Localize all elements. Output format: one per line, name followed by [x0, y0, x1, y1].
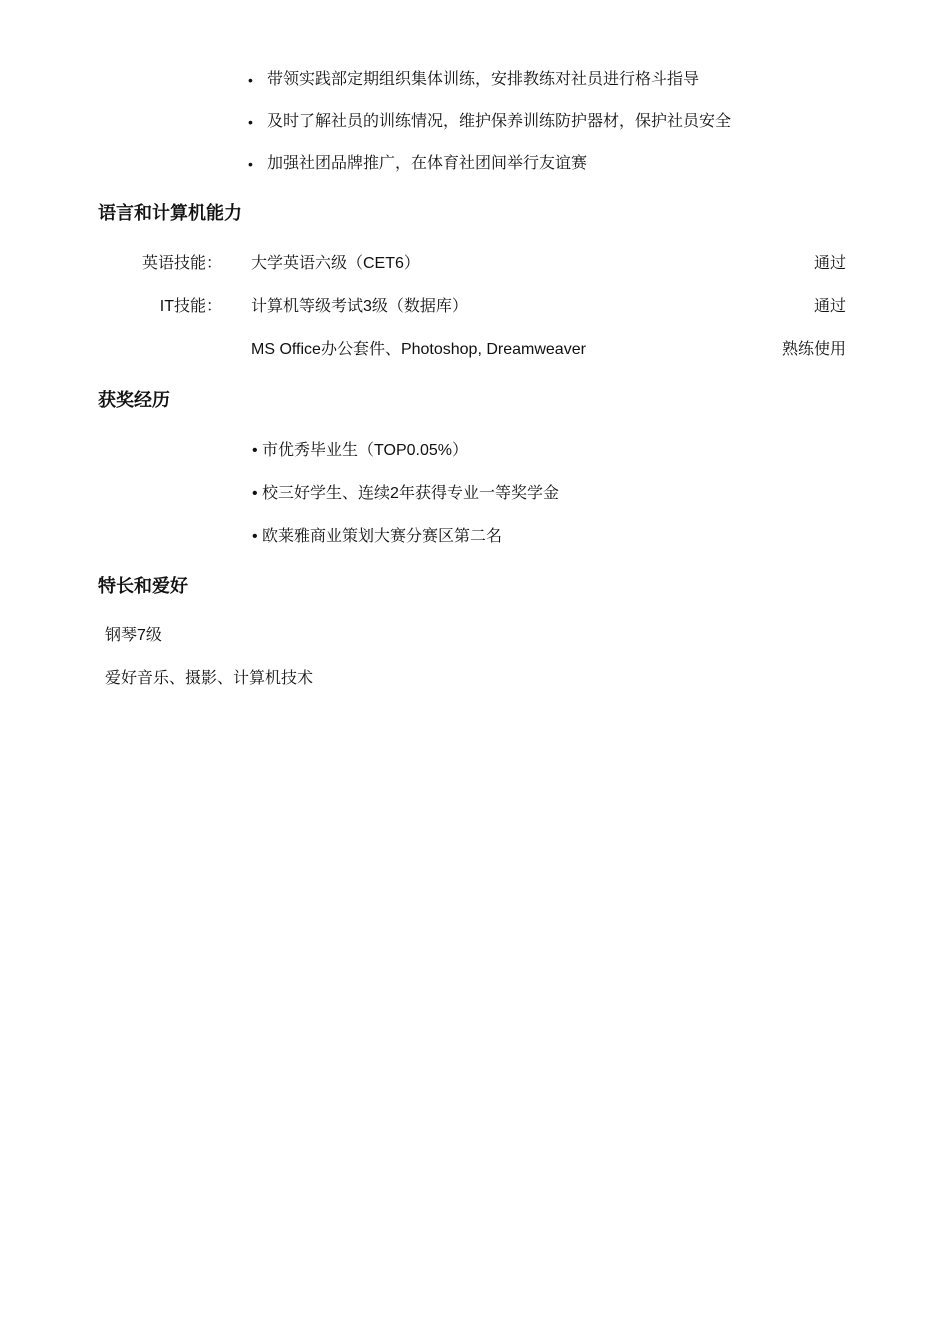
section-title-awards: 获奖经历 — [98, 390, 170, 410]
list-item — [248, 68, 868, 110]
awards-list — [252, 437, 852, 566]
skill-level: 通过 — [813, 255, 846, 272]
list-item — [248, 110, 868, 152]
hobbies-list — [105, 622, 705, 708]
bullet-marker: • — [248, 72, 253, 88]
skills-table — [98, 250, 858, 379]
skill-description: 计算机等级考试3级（数据库） — [251, 298, 468, 315]
list-item: • 市优秀毕业生（TOP0.05%） — [252, 442, 469, 459]
list-item: • 校三好学生、连续2年获得专业一等奖学金 — [252, 485, 559, 502]
skill-label: IT技能： — [159, 298, 222, 315]
skill-description: 大学英语六级（CET6） — [251, 255, 420, 272]
skill-level: 熟练使用 — [781, 341, 846, 358]
section-title-language-computer: 语言和计算机能力 — [98, 203, 242, 223]
list-item: 钢琴7级 — [105, 627, 162, 644]
bullet-marker: • — [248, 114, 253, 130]
activity-bullet-list — [248, 68, 868, 194]
skill-row-it — [98, 293, 858, 336]
list-item: • 欧莱雅商业策划大赛分赛区第二名 — [252, 528, 503, 545]
bullet-text: 带领实践部定期组织集体训练，安排教练对社员进行格斗指导 — [267, 71, 700, 88]
bullet-marker: • — [248, 156, 253, 172]
bullet-text: 加强社团品牌推广，在体育社团间举行友谊赛 — [267, 155, 588, 172]
list-item: 爱好音乐、摄影、计算机技术 — [105, 670, 314, 687]
skill-row-english — [98, 250, 858, 293]
skill-description: MS Office办公套件、Photoshop, Dreamweaver — [251, 341, 586, 358]
list-item — [248, 152, 868, 194]
skill-label: 英语技能： — [141, 255, 222, 272]
skill-row-office — [98, 336, 858, 379]
section-title-hobbies: 特长和爱好 — [98, 576, 188, 596]
skill-level: 通过 — [813, 298, 846, 315]
bullet-text: 及时了解社员的训练情况，维护保养训练防护器材，保护社员安全 — [267, 113, 732, 130]
